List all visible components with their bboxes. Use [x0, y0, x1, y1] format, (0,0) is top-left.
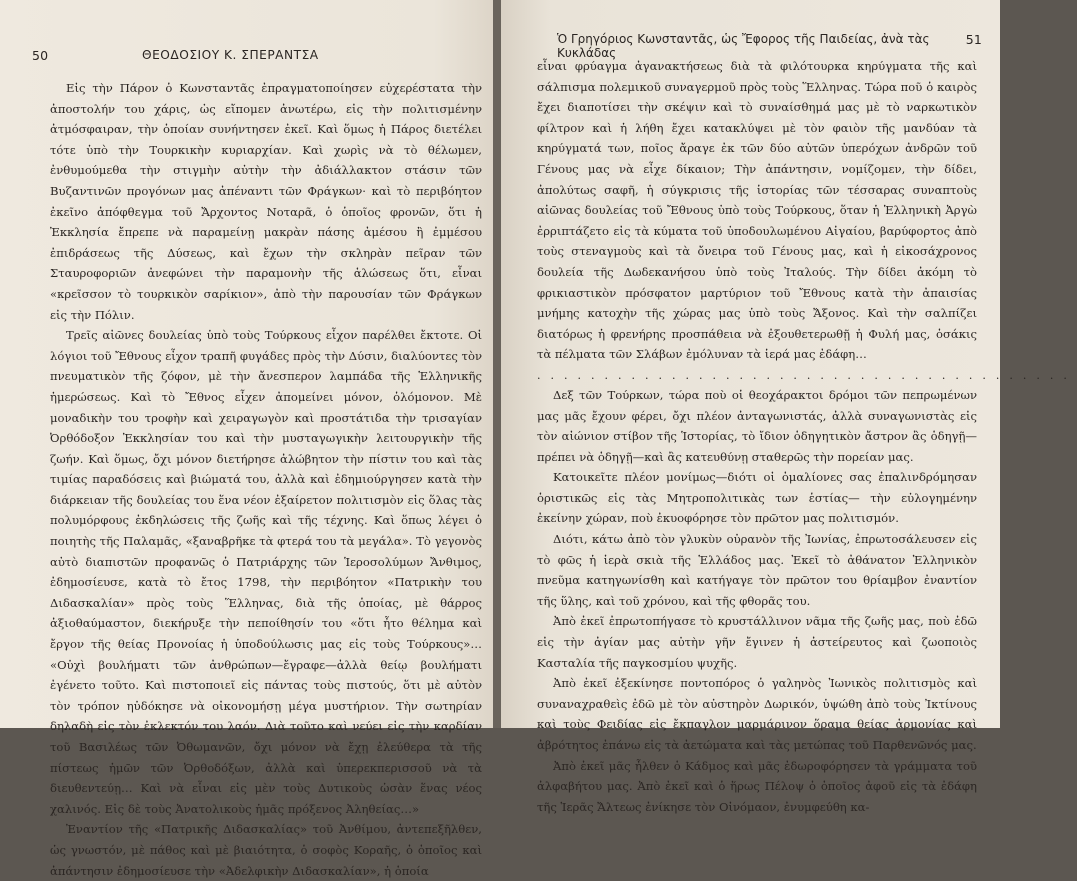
left-page-number: 50 [32, 48, 49, 63]
right-page-number: 51 [965, 32, 982, 47]
right-paragraph: Κατοικεῖτε πλέον μονίμως—διότι οἱ ὁμαλίονες σας ἐπαλινδρόμησαν ὁριστικῶς εἰς τὰς Μητροπολιτικὰς των ἑστίας— τὴν εὐλογημένην ἐκείνην χώραν, ποὺ ἐκυοφόρησε τὸν πρῶτον μας πολιτισμόν. [537, 470, 977, 526]
left-body-text [50, 78, 482, 881]
right-paragraph: Δεξ τῶν Τούρκων, τώρα ποὺ οἱ θεοχάρακτοι δρόμοι τῶν πεπρωμένων μας μᾶς ἔχουν φέρει, ὄχι πλέον ἀνταγωνιστάς, ἀλλὰ συναγωνιστὰς εἰς τὸν αἰώνιον στίβον τῆς Ἱστορίας, τὸ ἴδιον ὁδηγητικὸν ἄστρον ἂς ὁδηγῇ—πρέπει νὰ ὁδηγῇ—καὶ ἂς κατευθύνῃ σταθερῶς τὴν πορείαν μας. [537, 387, 977, 464]
left-paragraph: Ἐναντίον τῆς «Πατρικῆς Διδασκαλίας» τοῦ Ἀνθίμου, ἀντεπεξῆλθεν, ὡς γνωστόν, μὲ πάθος καὶ μὲ βιαιότητα, ὁ σοφὸς Κοραῆς, ὁ ὁποῖος καὶ ἀπάντησιν ἐδημοσίευσε τὴν «Ἀδελφικὴν Διδασκαλίαν», ἡ ὁποία [50, 822, 482, 878]
right-paragraph-continued: εἶναι φρύαγμα ἀγανακτήσεως διὰ τὰ φιλότουρκα κηρύγματα τῆς καὶ σάλπισμα πολεμικοῦ συναγερμοῦ πρὸς τοὺς Ἕλληνας. Τώρα ποῦ ὁ καιρὸς ἔχει διαποτίσει τὴν σκέψιν καὶ τὸ συναίσθημά μας μὲ τὸ ναρκωτικὸν φίλτρον καὶ ἡ λήθη ἔχει κατακλύψει μὲ τὸν φαιὸν τῆς μανδύαν τὰ κηρύγματά των, ποῖος ἄραγε ἐκ τῶν δύο αὐτῶν ὑπερόχων ἀνδρῶν τοῦ Γένους μας νὰ εἶχε δίκαιον; Τὴν ἀπάντησιν, νομίζομεν, τὴν δίδει, ἀπολύτως σαφῆ, ἡ σύγκρισις τῆς ἱστορίας τῶν τέσσαρας συναπτοὺς αἰῶνας δουλείας τοῦ Ἔθνους ὑπὸ τοὺς Τούρκους, ὅταν ἡ Ἑλληνικὴ Ἀργὼ ἐρριπτάζετο εἰς τὰ κύματα τοῦ ὑποδουλωμένου Αἰγαίου, βαρύφορτος ἀπὸ τοὺς στεναγμοὺς καὶ τὰ ὄνειρα τοῦ Γένους μας, καὶ ἡ εἰκοσάχρονος δουλεία τῆς Δωδεκανήσου ὑπὸ τοὺς Ἰταλούς. Τὴν δίδει ἀκόμη τὸ φρικιαστικὸν πρόσφατον μαρτύριον τοῦ Ἔθνους κατὰ τὴν ἀπαισίας μνήμης κατοχὴν τῆς χώρας μας ὑπὸ τοὺς Ἄξονος. Καὶ τὴν σαλπίζει διατόρως ἡ φρενήρης προσπάθεια νὰ ἐξουθετερωθῇ ἡ Φυλή μας, ὁσάκις τὰ πέλματα τῶν Σλάβων ἐμόλυναν τὰ ἱερά μας ἐδάφη… [537, 59, 977, 362]
right-page [501, 0, 1077, 814]
right-paragraph: Ἀπὸ ἐκεῖ μᾶς ἦλθεν ὁ Κάδμος καὶ μᾶς ἐδωροφόρησεν τὰ γράμματα τοῦ ἀλφαβήτου μας. Ἀπὸ ἐκεῖ καὶ ὁ ἥρως Πέλοψ ὁ ὁποῖος ἀφοῦ εἰς τὰ ἐδάφη τῆς Ἱερᾶς Ἄλτεως ἐνίκησε τὸν Οἰνόμαον, ἐνυμφεύθη κα- [537, 758, 977, 814]
left-page [0, 0, 493, 878]
right-running-head [537, 30, 982, 60]
ellipsis-separator: ........................................ [537, 368, 1077, 382]
book-gutter [493, 0, 501, 728]
right-paragraph: Ἀπὸ ἐκεῖ ἐξεκίνησε ποντοπόρος ὁ γαληνὸς Ἰωνικὸς πολιτισμὸς καὶ συναναχραθεὶς ἐδῶ μὲ τὸν αὐστηρὸν Δωρικόν, ὑψώθη ἀπὸ τοὺς Ἰκτίνους καὶ τοὺς Φειδίας εἰς ἔκπαγλον μαρμάρινον ὅραμα θείας ἁρμονίας καὶ ἀβρότητος ἐπάνω εἰς τὰ ἀετώματα καὶ τὰς μετώπας τοῦ Παρθενῶνός μας. [537, 676, 977, 752]
left-running-title: ΘΕΟΔΟΣΙΟΥ Κ. ΣΠΕΡΑΝΤΣΑ [142, 48, 319, 62]
right-body-text [537, 56, 1077, 817]
left-paragraph: Τρεῖς αἰῶνες δουλείας ὑπὸ τοὺς Τούρκους εἶχον παρέλθει ἔκτοτε. Οἱ λόγιοι τοῦ Ἔθνους εἶχον τραπῆ φυγάδες πρὸς τὴν Δύσιν, διαλύοντες τὸν πνευματικὸν τῆς ζόφον, μὲ τὴν ἄνεσπερον λαμπάδα τῆς Ἑλληνικῆς ἡμερώσεως. Καὶ τὸ Ἔθνος εἶχεν ἀπομείνει μόνον, ὁλόμονον. Μὲ μοναδικὴν του τροφὴν καὶ χειραγωγὸν καὶ προστάτιδα τὴν τρισαγίαν Ὀρθόδοξον Ἐκκλησίαν του καὶ τὴν μυσταγωγικὴν λειτουργικὴν τῆς ζωήν. Καὶ ὅμως, ὄχι μόνον διετήρησε ἀλώβητον τὴν πίστιν του καὶ τὰς τιμίας παραδόσεις καὶ βιώματά του, ἀλλὰ καὶ ἐδημιούργησεν κατὰ τὴν διάρκειαν τῆς δουλείας του ἕνα νέον ἐξαίρετον πολιτισμὸν εἰς ὅλας τὰς πολυμόρφους ἐκδηλώσεις τῆς ζωῆς καὶ τῆς τέχνης. Καὶ ὅπως λέγει ὁ ποιητὴς τῆς Παλαμᾶς, «ξαναβρῆκε τὰ φτερά του τὰ μεγάλα». Τὸ γεγονὸς αὐτὸ διαπιστῶν προφανῶς ὁ Πατριάρχης τῶν Ἱεροσολύμων Ἄνθιμος, ἐδημοσίευσε, κατὰ τὸ ἔτος 1798, τὴν περιβόητον «Πατρικὴν του Διδασκαλίαν» πρὸς τοὺς Ἕλληνας, διὰ τῆς ὁποίας, μὲ θάρρος ἀξιοθαύμαστον, διεκήρυξε τὴν πεποίθησίν του «ὅτι ἦτο θέλημα καὶ ἔργον τῆς θείας Προνοίας ἡ ὑποδούλωσις μας εἰς τοὺς Τούρκους»… «Οὐχὶ βουλήματι τῶν ἀνθρώπων—ἔγραφε—ἀλλὰ θείῳ βουλήματι ἐγένετο τοῦτο. Καὶ πιστοποιεῖ εἰς πάντας τοὺς πιστούς, ὅτι μὲ αὐτὸν τὸν τρόπον ηὐδόκησε νὰ οἰκονομήσῃ μέγα μυστήριον. Τὴν σωτηρίαν δηλαδὴ εἰς τὸν ἐκλεκτόν του λαόν. Διὰ τοῦτο καὶ νεύει εἰς τὴν καρδίαν τοῦ Βασιλέως τῶν Ὀθωμανῶν, ὄχι μόνον νὰ ἔχῃ ἐλεύθερα τὰ τῆς πίστεως ἡμῶν τῶν Ὀρθοδόξων, ἀλλὰ καὶ ὑπερεκπερισσοῦ νὰ τὰ διευθεντεύῃ… Καὶ νὰ εἶναι εἰς μὲν τοὺς Δυτικοὺς ὡσὰν ἕνας νέος χαλινός. Εἰς δὲ τοὺς Ἀνατολικοὺς ἡμᾶς πρόξενος Ἀληθείας…» [50, 328, 482, 816]
right-paragraph: Ἀπὸ ἐκεῖ ἐπρωτοπήγασε τὸ κρυστάλλινον νᾶμα τῆς ζωῆς μας, ποὺ ἐδῶ εἰς τὴν ἀγίαν μας αὐτὴν γῆν ἔγινεν ἡ ἀστείρευτος καὶ ζωοποιὸς Κασταλία τῆς παγκοσμίου ψυχῆς. [537, 614, 977, 670]
left-paragraph: Εἰς τὴν Πάρον ὁ Κωνσταντᾶς ἐπραγματοποίησεν εὐχερέστατα τὴν ἀποστολήν του χάρις, ὡς εἴπομεν ἀνωτέρω, εἰς τὴν πολιτισμένην ἀτμόσφαιραν, τὴν ὁποίαν συνήντησεν ἐκεῖ. Καὶ ὅμως ἡ Πάρος διετέλει τότε ὑπὸ τὴν Τουρκικὴν κυριαρχίαν. Καὶ χωρὶς νὰ τὸ θέλωμεν, ἐνθυμούμεθα τὴν στιγμὴν αὐτὴν τὴν ἀδιάλλακτον στάσιν τῶν Βυζαντινῶν προγόνων μας ἀπέναντι τῶν Φράγκων· καὶ τὸ περιβόητον ἐκεῖνο ἀπόφθεγμα τοῦ Ἄρχοντος Νοταρᾶ, ὁ ὁποῖος φρονῶν, ὅτι ἡ Ἐκκλησία ἔπρεπε νὰ παραμείνῃ μακρὰν πάσης ἀμέσου ἢ ἐμμέσου ἐπιδράσεως τῆς Δύσεως, καὶ ἔχων τὴν σκληρὰν πεῖραν τῶν Σταυροφοριῶν ἀνεφώνει τὴν παραμονὴν τῆς ἁλώσεως ὅτι, εἶναι «κρεῖσσον τὸ τουρκικὸν σαρίκιον», ἀπὸ τὴν παρουσίαν τῶν Φράγκων εἰς τὴν Πόλιν. [50, 81, 482, 322]
right-paragraph: Διότι, κάτω ἀπὸ τὸν γλυκὺν οὐρανὸν τῆς Ἰωνίας, ἐπρωτοσάλευσεν εἰς τὸ φῶς ἡ ἱερὰ σκιὰ τῆς Ἑλλάδος μας. Ἐκεῖ τὸ ἀθάνατον Ἑλληνικὸν πνεῦμα κατηγωνίσθη καὶ κατήγαγε τὸν πρῶτον του θρίαμβον ἐναντίον τῆς ὕλης, καὶ τοῦ χρόνου, καὶ τῆς φθορᾶς του. [537, 532, 977, 608]
right-running-title: Ὁ Γρηγόριος Κωνσταντᾶς, ὡς Ἔφορος τῆς Παιδείας, ἀνὰ τὰς Κυκλάδας [557, 32, 930, 60]
left-running-head [32, 30, 475, 63]
